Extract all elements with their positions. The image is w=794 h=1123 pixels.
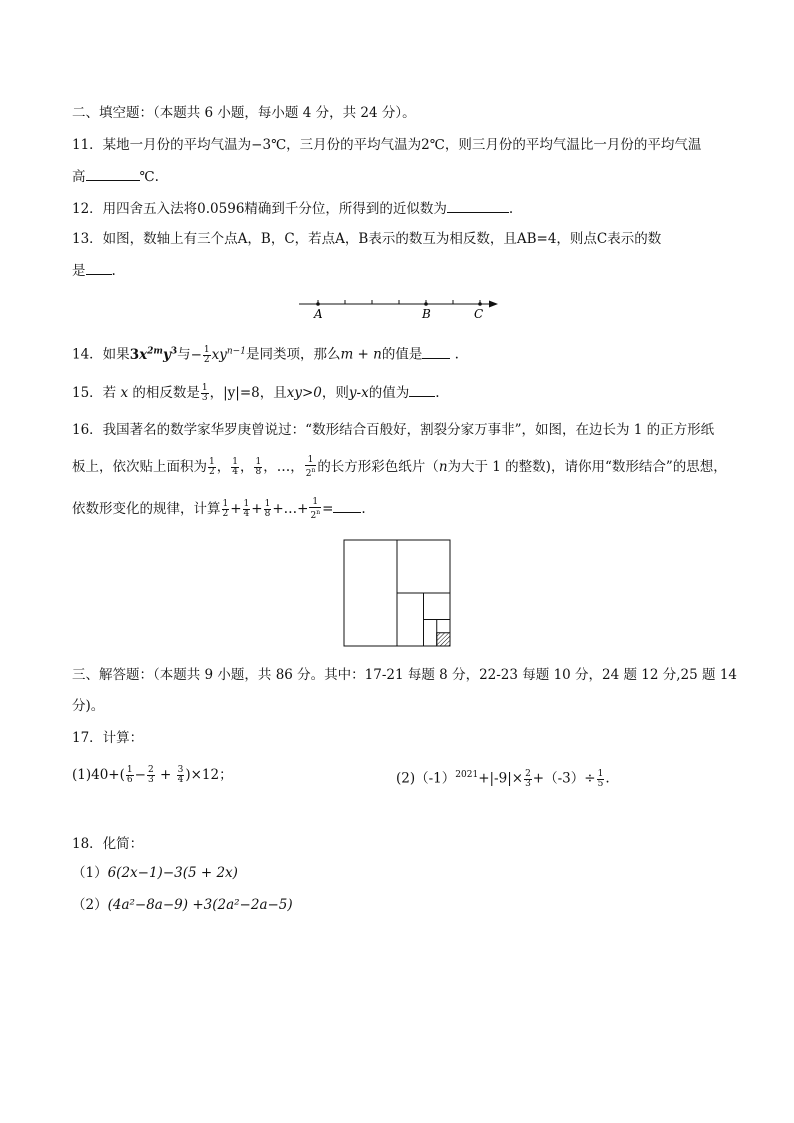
question-14-answer-blank[interactable]: [422, 344, 450, 359]
question-18-title: 18．化简：: [72, 836, 144, 852]
question-18-part-1: （1）6(2x−1)−3(5 + 2x): [72, 865, 238, 881]
question-18-part-2: （2）(4a²−8a−9) +3(2a²−2a−5): [72, 897, 293, 913]
question-12-text: 12．用四舍五入法将0.0596精确到千分位，所得到的近似数为: [72, 201, 447, 217]
point-a: [316, 302, 320, 306]
section-3-heading-line-2: 分)。: [72, 698, 105, 714]
label-b: B: [422, 307, 431, 321]
question-15: 15．若 x 的相反数是 $\frac{1}{3}$ ，|y|=8，且xy>0，则y-x的值为 .: [72, 383, 440, 403]
question-11-suffix: ℃.: [139, 169, 159, 185]
question-12-answer-blank[interactable]: [447, 198, 509, 213]
question-12: [72, 198, 513, 219]
question-11-answer-blank[interactable]: [86, 166, 140, 181]
question-11-prefix: 高: [72, 169, 86, 185]
question-11-line-2: [72, 166, 159, 187]
question-16-line-1: 16．我国著名的数学家华罗庚曾说过：“数形结合百般好，割裂分家万事非”，如图，在边长为 1 的正方形纸: [72, 422, 715, 438]
m-plus-n: m + n: [340, 346, 382, 363]
fraction-one-third: $\frac{1}{3}$: [201, 383, 208, 403]
label-c: C: [474, 307, 484, 321]
hatched-square: [437, 633, 450, 646]
question-17-part-1: (1)40+( $\frac{1}{6}$ − $\frac{2}{3}$ + $\frac{3}{4}$ )×12；: [72, 765, 233, 785]
number-line-ticks: [318, 300, 480, 304]
question-13-answer-blank[interactable]: [86, 260, 112, 275]
number-line-arrow: [489, 301, 498, 308]
question-13-prefix: 是: [72, 263, 86, 279]
term-2: − $\frac{1}{2}$ $xy^{n-1}$: [190, 344, 246, 365]
section-3-heading-line-1: 三、解答题：（本题共 9 小题，共 86 分。其中：17-21 每题 8 分，22-23 每题 10 分，24 题 12 分,25 题 14: [72, 667, 737, 683]
question-13-line-2: [72, 260, 116, 281]
question-16-line-3: 依数形变化的规律，计算 $\frac{1}{2}$ + $\frac{1}{4}$ + $\frac{1}{8}$ +…+ $\frac{1}{2^n}$ = .: [72, 497, 366, 521]
question-15-answer-blank[interactable]: [409, 382, 435, 397]
term-1: $3x^{2m}y^3$: [129, 346, 178, 363]
question-17-part-2: $(2)(-1)^{2021}+|-9|\times$ $\frac{2}{3}$ +（-3）÷ $\frac{1}{5}$ .: [396, 768, 610, 789]
label-a: A: [314, 307, 323, 321]
question-13-line-1: 13．如图，数轴上有三个点A，B，C，若点A，B表示的数互为相反数，且AB=4，则点C表示的数: [72, 231, 662, 247]
question-11-line-1: 11．某地一月份的平均气温为−3℃，三月份的平均气温为2℃，则三月份的平均气温比一月份的平均气温: [72, 137, 702, 153]
question-14: 14．如果$3x^{2m}y^3$与− $\frac{1}{2}$ $xy^{n-1}$是同类项，那么m + n的值是 .: [72, 344, 459, 365]
question-12-suffix: .: [508, 201, 514, 217]
question-17-title: 17．计算：: [72, 730, 144, 746]
point-c: [478, 302, 482, 306]
point-b: [424, 302, 428, 306]
section-2-heading: 二、填空题：（本题共 6 小题，每小题 4 分，共 24 分）。: [72, 105, 416, 121]
number-line-figure: [296, 294, 502, 324]
square-figure: [343, 539, 452, 648]
question-16-line-2: 板上，依次贴上面积为 $\frac{1}{2}$ ， $\frac{1}{4}$ ， $\frac{1}{8}$ ，…， $\frac{1}{2^n}$ 的长方形彩色纸片（n为大于 1 的整数)，请你用“数形结合”的思想，: [72, 455, 727, 479]
question-13-suffix: .: [111, 263, 116, 279]
question-16-answer-blank[interactable]: [333, 498, 361, 513]
